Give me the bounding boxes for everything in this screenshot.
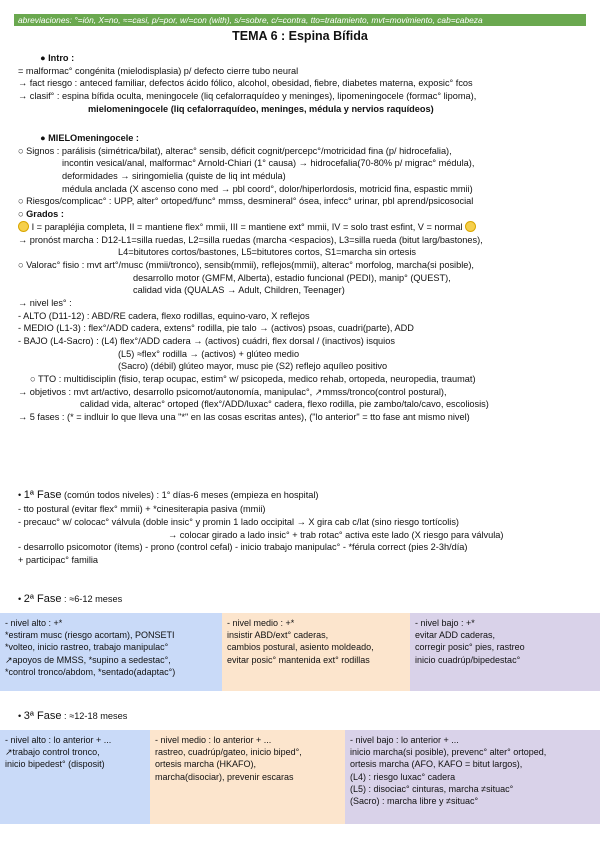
card-line: inicio cuadrúp/bipedestac° xyxy=(415,654,521,665)
fase2-section: • 2ª Fase : ≈6-12 meses xyxy=(18,593,123,605)
intro-line: → clasif° : espina bífida oculta, meningocele (liq cefalorraquídeo y meninges), lipomeningocele (formac° lipoma), xyxy=(18,91,477,102)
card-line: (L5) : disociac° cinturas, marcha ≠situac° xyxy=(350,783,514,794)
nivel-line: → nivel les° : xyxy=(18,297,72,308)
valorac-line: Valorac° fisio : mvt art°/musc (mmii/tronco), sensib(mmii), reflejos(mmii), alterac° morfolog, marcha(si posible), xyxy=(26,259,474,270)
card-line: *control tronco/abdom, *sentado(adaptac°) xyxy=(5,666,176,677)
grados-heading: Grados : xyxy=(26,209,64,220)
signos-line: incontin vesical/anal, malformac° Arnold-Chiari (1° causa) → hidrocefalia(70-80% p/ migrac° médula), xyxy=(62,158,475,169)
card-line: - nivel bajo : +* xyxy=(415,618,475,628)
signos-line: Signos : parálisis (simétrica/bilat), alterac° sensib, déficit cognit/percepc°/motricidad fina (p/ hidrocefalia), xyxy=(26,145,452,156)
intro-line: mielomeningocele (liq cefalorraquídeo, meninges, médula y nervios raquídeos) xyxy=(88,103,434,114)
fase3-heading: 3ª Fase xyxy=(23,710,62,722)
card-line: *estiram musc (riesgo acortam), PONSETI xyxy=(5,630,175,641)
fase2-card-bajo xyxy=(410,613,600,691)
fase2-card-medio xyxy=(222,613,410,691)
fase1-line: - desarrollo psicomotor (ítems) - prono (control cefal) - inicio trabajo manipulac° - *férula correct (pies 2-3h/día) xyxy=(18,542,468,553)
nivel-line: - MEDIO (L1-3) : flex°/ADD cadera, extens° rodilla, pie talo → (activos) psoas, cuadri(parte), ADD xyxy=(18,323,414,334)
card-line: ortesis marcha (HKAFO), xyxy=(155,759,257,770)
valorac-line: calidad vida (QUALAS → Adult, Children, Teenager) xyxy=(133,285,345,296)
fase1-line: - precauc° w/ colocac° válvula (doble insic° y promin 1 lado occipital → X gira cab c/lat (sino riesgo tortícolis) xyxy=(18,516,459,527)
fase2-subtitle: : ≈6-12 meses xyxy=(64,594,123,604)
nivel-line: - BAJO (L4-Sacro) : (L4) flex°/ADD cadera → (activos) cuádri, flex dorsal / (inactivos) isquios xyxy=(18,336,395,346)
card-line: corregir posic° pies, rastreo xyxy=(415,642,525,653)
card-line: inicio marcha(si posible), prevenc° alter° ortoped, xyxy=(350,747,547,758)
card-line: ortesis marcha (AFO, KAFO = bitut largos), xyxy=(350,759,523,770)
grados-line: L4=bitutores cortos/bastones, L5=bitutores cortos, S1=marcha sin ortesis xyxy=(118,247,416,258)
fase1-line: + participac° familia xyxy=(18,554,99,565)
fase1-section: • 1ª Fase (común todos niveles) : 1° días-6 meses (empieza en hospital) - tto postural (evitar flex° mmii) + *cinesiterapia pasiva (mmii) - precauc° w/ colocac° válvula (doble insic° y promin 1 lado occipital → X gira cab c/lat (sino riesgo tortícolis) → colocar girado a lado insic° + trab rotac° activa este lado (X riesgo para válvula) - desarrollo psicomotor (ítems) - prono (control cefal) - inicio trabajo manipulac° - *férula correct (pies 2-3h/día) + participac° familia xyxy=(18,488,588,567)
card-line: - nivel medio : +* xyxy=(227,618,295,628)
card-line: inicio bipedest° (disposit) xyxy=(5,759,105,770)
fase3-card-bajo xyxy=(345,730,600,824)
card-line: evitar ADD caderas, xyxy=(415,630,496,641)
nivel-line: (Sacro) (débil) glúteo mayor, musc pie (S2) reflejo aquíleo positivo xyxy=(118,361,388,372)
grados-line: → pronóst marcha : D12-L1=silla ruedas, L2=silla ruedas (marcha <espacios), L3=silla rueda (bitut larg/bastones), xyxy=(18,234,483,245)
intro-section: ● Intro : = malformac° congénita (mielodisplasia) p/ defecto cierre tubo neural → fact riesgo : anteced familiar, defectos ácido fólico, alcohol, obesidad, fiebre, diabetes materna, exposic° fcos → clasif° : espina bífida oculta, meningocele (liq cefalorraquídeo y meninges), lipomeningocele (formac° lipoma), mielomeningocele (liq cefalorraquídeo, meninges, médula y nervios raquídeos) xyxy=(18,52,588,115)
tto-line: calidad vida, alterac° ortoped (flex°/ADD/luxac° cadera, flexo rodilla, pie zambo/talo/cavo, escoliosis) xyxy=(80,399,489,410)
signos-line: médula anclada (X ascenso cono med → pbl coord°, dolor/hiperlordosis, motricid fina, espastic mmii) xyxy=(62,183,473,194)
fase1-subtitle: (común todos niveles) : 1° días-6 meses (empieza en hospital) xyxy=(64,490,319,500)
mmc-section: ● MIELOmeningocele : ○ Signos : parálisis (simétrica/bilat), alterac° sensib, déficit cognit/percepc°/motricidad fina (p/ hidrocefalia), incontin vesical/anal, malformac° Arnold-Chiari (1° causa) → hidrocefalia(70-80% p/ migrac° médula), deformidades → siringomielia (quiste de liq int médula) médula anclada (X ascenso cono med → pbl coord°, dolor/hiperlordosis, motricid fina, espastic mmii) ○ Riesgos/complicac° : UPP, alter° ortoped/func° mmss, desmineral° ósea, infecc° urinar, pbl aprend/psicosocial ○ Grados : I = parapléjia completa, II = mantiene flex° mmii, III = mantiene ext° mmii, IV = solo trast esfint, V = normal → pronóst marcha : D12-L1=silla ruedas, L2=silla ruedas (marcha <espacios), L3=silla rueda (bitut larg/bastones), L4=bitutores cortos/bastones, L5=bitutores cortos, S1=marcha sin ortesis ○ Valorac° fisio : mvt art°/musc (mmii/tronco), sensib(mmii), reflejos(mmii), alterac° morfolog, marcha(si posible), desarrollo motor (GMFM, Alberta), estadio funcional (PEDI), manip° (QUEST), calidad vida (QUALAS → Adult, Children, Teenager) → nivel les° : - ALTO (D11-12) : ABD/RE cadera, flexo rodillas, equino-varo, X reflejos - MEDIO (L1-3) : flex°/ADD cadera, extens° rodilla, pie talo → (activos) psoas, cuadri(parte), ADD - BAJO (L4-Sacro) : (L4) flex°/ADD cadera → (activos) cuádri, flex dorsal / (inactivos) isquios (L5) ≈flex° rodilla → (activos) + glúteo medio (Sacro) (débil) glúteo mayor, musc pie (S2) reflejo aquíleo positivo ○ TTO : multidisciplin (fisio, terap ocupac, estim° w/ psicopeda, medico rehab, ortopeda, neuropedia, traumat) → objetivos : mvt art/activo, desarrollo psicomot/autonomía, manipulac°, ↗mmss/tronco(control postural), calidad vida, alterac° ortoped (flex°/ADD/luxac° cadera, flexo rodilla, pie zambo/talo/cavo, escoliosis) → 5 fases : (* = indluir lo que lleva una "*" en las cosas escritas antes), ("lo anterior" = tto fase ant mismo nivel) xyxy=(18,132,588,424)
fase1-heading: 1ª Fase xyxy=(23,489,62,501)
card-line: insistir ABD/ext° caderas, xyxy=(227,630,329,641)
fase3-card-alto xyxy=(0,730,150,824)
fase3-subtitle: : ≈12-18 meses xyxy=(64,711,128,721)
card-line: - nivel medio : lo anterior + ... xyxy=(155,735,272,745)
nivel-line: - ALTO (D11-12) : ABD/RE cadera, flexo rodillas, equino-varo, X reflejos xyxy=(18,310,310,321)
fase2-heading: 2ª Fase xyxy=(23,593,62,605)
abbreviations-bar: abreviaciones: °=ión, X=no, ≈=casi, p/=por, w/=con (with), s/=sobre, c/=contra, tto=tratamiento, mvt=movimiento, cab=cabeza xyxy=(14,14,586,26)
card-line: (Sacro) : marcha libre y ≠situac° xyxy=(350,796,479,807)
card-line: - nivel bajo : lo anterior + ... xyxy=(350,735,459,745)
fase1-line: → colocar girado a lado insic° + trab rotac° activa este lado (X riesgo para válvula) xyxy=(168,529,504,540)
card-line: (L4) : riesgo luxac° cadera xyxy=(350,771,456,782)
smile-face-icon xyxy=(465,221,476,232)
card-line: rastreo, cuadrúp/gateo, inicio biped°, xyxy=(155,747,302,758)
card-line: cambios postural, asiento moldeado, xyxy=(227,642,374,653)
fase2-card-alto xyxy=(0,613,222,691)
signos-line: deformidades → siringomielia (quiste de liq int médula) xyxy=(62,171,286,182)
tto-line: TTO : multidisciplin (fisio, terap ocupac, estim° w/ psicopeda, medico rehab, ortopeda, neuropedia, traumat) xyxy=(37,374,476,385)
intro-heading: Intro : xyxy=(48,53,75,63)
card-line: *volteo, inicio rastreo, trabajo manipulac° xyxy=(5,642,169,653)
fase3-card-medio xyxy=(150,730,345,824)
card-line: - nivel alto : +* xyxy=(5,618,63,628)
nivel-line: (L5) ≈flex° rodilla → (activos) + glúteo medio xyxy=(118,348,300,359)
tto-line: → objetivos : mvt art/activo, desarrollo psicomot/autonomía, manipulac°, ↗mmss/tronco(control postural), xyxy=(18,386,447,397)
card-line: ↗trabajo control tronco, xyxy=(5,747,100,758)
card-line: ↗apoyos de MMSS, *supino a sedestac°, xyxy=(5,654,171,665)
valorac-line: desarrollo motor (GMFM, Alberta), estadio funcional (PEDI), manip° (QUEST), xyxy=(133,272,451,283)
riesgos-line: Riesgos/complicac° : UPP, alter° ortoped/func° mmss, desmineral° ósea, infecc° urinar, pbl aprend/psicosocial xyxy=(26,196,474,207)
mmc-heading: MIELOmeningocele : xyxy=(48,133,139,143)
sad-face-icon xyxy=(18,221,29,232)
grados-line: I = parapléjia completa, II = mantiene flex° mmii, III = mantiene ext° mmii, IV = solo trast esfint, V = normal xyxy=(31,221,463,232)
intro-line: → fact riesgo : anteced familiar, defectos ácido fólico, alcohol, obesidad, fiebre, diabetes materna, exposic° fcos xyxy=(18,78,473,89)
fase1-line: - tto postural (evitar flex° mmii) + *cinesiterapia pasiva (mmii) xyxy=(18,504,266,515)
page-title: TEMA 6 : Espina Bífida xyxy=(232,29,368,43)
card-line: - nivel alto : lo anterior + ... xyxy=(5,735,112,745)
fase3-section: • 3ª Fase : ≈12-18 meses xyxy=(18,710,128,722)
card-line: evitar posic° mantenida ext° rodillas xyxy=(227,654,370,665)
tto-line: → 5 fases : (* = indluir lo que lleva una "*" en las cosas escritas antes), ("lo anterior" = tto fase ant mismo nivel) xyxy=(18,412,470,423)
card-line: marcha(disociar), prevenir escaras xyxy=(155,771,294,782)
intro-line: = malformac° congénita (mielodisplasia) p/ defecto cierre tubo neural xyxy=(18,65,299,76)
